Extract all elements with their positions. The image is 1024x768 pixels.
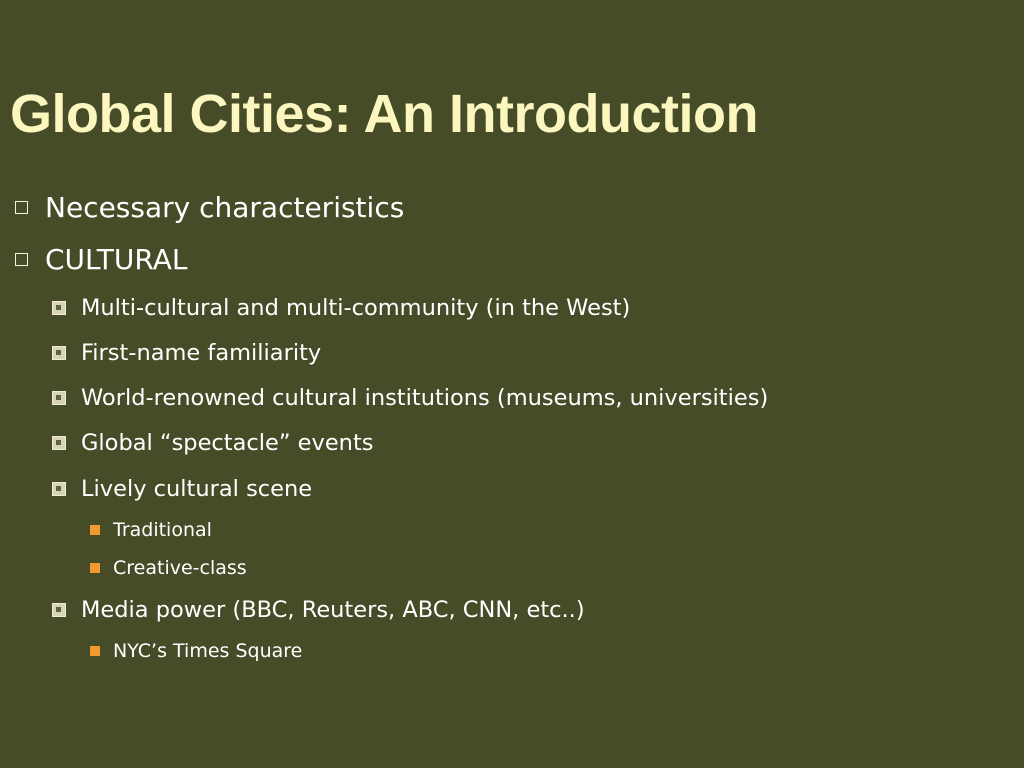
bullet-text: Traditional bbox=[113, 519, 212, 541]
bullet-level2 bbox=[52, 593, 585, 627]
orange-square-bullet-icon bbox=[90, 525, 100, 535]
bullet-level2 bbox=[52, 426, 374, 460]
bullet-level3 bbox=[90, 553, 247, 583]
bullet-text: Media power (BBC, Reuters, ABC, CNN, etc..) bbox=[81, 597, 585, 623]
bullet-text: CULTURAL bbox=[45, 242, 188, 276]
boxed-square-bullet-icon bbox=[52, 301, 66, 315]
boxed-square-bullet-icon bbox=[52, 436, 66, 450]
bullet-text: Global “spectacle” events bbox=[81, 430, 374, 456]
boxed-square-bullet-icon bbox=[52, 391, 66, 405]
hollow-square-bullet-icon bbox=[15, 201, 28, 214]
bullet-text: Necessary characteristics bbox=[45, 190, 405, 224]
bullet-level2 bbox=[52, 381, 768, 415]
bullet-level2 bbox=[52, 336, 321, 370]
boxed-square-bullet-icon bbox=[52, 346, 66, 360]
bullet-level2 bbox=[52, 291, 630, 325]
boxed-square-bullet-icon bbox=[52, 603, 66, 617]
orange-square-bullet-icon bbox=[90, 646, 100, 656]
bullet-text: Lively cultural scene bbox=[81, 476, 313, 502]
bullet-text: NYC’s Times Square bbox=[113, 640, 303, 662]
bullet-text: World-renowned cultural institutions (museums, universities) bbox=[81, 385, 769, 411]
bullet-text: First-name familiarity bbox=[81, 340, 322, 366]
orange-square-bullet-icon bbox=[90, 563, 100, 573]
slide-title: Global Cities: An Introduction bbox=[10, 84, 758, 144]
bullet-text: Creative-class bbox=[113, 557, 247, 579]
bullet-text: Multi-cultural and multi-community (in the West) bbox=[81, 295, 631, 321]
bullet-level2 bbox=[52, 472, 312, 506]
bullet-level3 bbox=[90, 636, 302, 666]
bullet-level3 bbox=[90, 515, 212, 545]
hollow-square-bullet-icon bbox=[15, 253, 28, 266]
boxed-square-bullet-icon bbox=[52, 482, 66, 496]
bullet-level1 bbox=[10, 239, 187, 279]
bullet-level1 bbox=[10, 187, 404, 227]
